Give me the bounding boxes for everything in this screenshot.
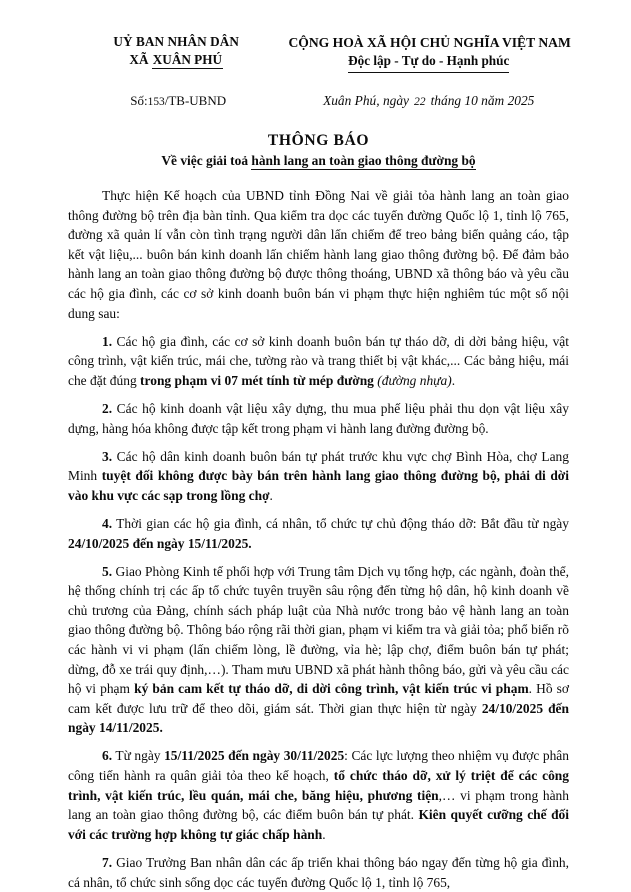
page-subtitle	[68, 152, 569, 170]
title-block	[68, 131, 569, 170]
item-1-number: 1.	[102, 333, 113, 349]
org-unit	[68, 51, 284, 68]
item-5-date-range: 24/10/2025 đến ngày 14/11/2025.	[68, 700, 569, 736]
issuing-authority-block	[68, 34, 288, 68]
date-day: 22	[413, 95, 426, 108]
document-number-value: 153	[147, 96, 165, 108]
document-number-suffix: /TB-UBND	[164, 93, 227, 108]
item-6-number: 6.	[102, 748, 113, 764]
org-unit-prefix: XÃ	[129, 51, 152, 67]
nation-name: CỘNG HOÀ XÃ HỘI CHỦ NGHĨA VIỆT NAM	[288, 35, 571, 50]
item-7-number: 7.	[102, 854, 113, 870]
item-4-date-range: 24/10/2025 đến ngày 15/11/2025.	[68, 535, 252, 551]
item-1-text-c: .	[451, 372, 456, 388]
paragraph-item-5	[68, 562, 569, 738]
item-6-text-d: .	[322, 826, 326, 842]
paragraph-item-3	[68, 447, 569, 506]
intro-text: Thực hiện Kế hoạch của UBND tỉnh Đồng Nai về giải tỏa hành lang an toàn giao thông đường bộ trên địa bàn tỉnh. Qua kiểm tra dọc các tuyến đường Quốc lộ 1, tỉnh lộ 765, đường xã quản lí vẫn còn tình trạng người dân lấn chiếm để treo bảng biển quảng cáo, tập kết vật liệu,... buôn bán kinh doanh lấn chiếm hành lang giao thông đường bộ. Để đảm bảo hành lang an toàn giao thông đường bộ được thông thoáng, UBND xã thông báo và yêu cầu các hộ gia đình, các cơ sở kinh doanh buôn bán vi phạm thực hiện nghiêm túc một số nội dung sau:	[68, 188, 569, 321]
item-5-number: 5.	[102, 563, 113, 579]
item-5-text-a: Giao Phòng Kinh tế phối hợp với Trung tâm Dịch vụ tổng hợp, các ngành, đoàn thể, hệ thống chính trị các ấp tổ chức tuyên truyền sâu rộng đến từng hộ dân, hộ kinh doanh về chủ trương của Đảng, chính sách pháp luật của Nhà nước trong bảo vệ hành lang an toàn giao thông đường bộ. Thông báo rộng rãi thời gian, phạm vi kiểm tra và giải tỏa; phổ biến rõ các hành vi vi phạm (lấn chiếm lòng, lề đường, vỉa hè; lập chợ, điểm buôn bán tự phát; dừng, đỗ xe trái quy định,…). Tham mưu UBND xã phát hành thông báo, gửi và yêu cầu các hộ vi phạm	[68, 563, 569, 697]
date-rest: tháng 10 năm 2025	[430, 93, 535, 108]
document-number	[68, 93, 288, 109]
paragraph-item-1	[68, 332, 569, 391]
item-6-text-a: Từ ngày	[112, 748, 165, 764]
page-subtitle-prefix: Về việc giải toả	[161, 153, 252, 168]
item-4-text: Thời gian các hộ gia đình, cá nhân, tổ chức tự chủ động tháo dỡ: Bắt đầu từ ngày	[112, 515, 569, 531]
item-3-text-b: .	[269, 487, 273, 503]
item-1-note: (đường nhựa)	[377, 372, 452, 388]
place-date-prefix: Xuân Phú, ngày	[323, 93, 409, 108]
paragraph-item-4	[68, 514, 569, 553]
item-3-number: 3.	[102, 448, 113, 464]
org-unit-name: XUÂN PHÚ	[152, 51, 223, 67]
item-4-number: 4.	[102, 515, 113, 531]
item-5-emphasis: ký bản cam kết tự tháo dỡ, di dời công trình, vật kiến trúc vi phạm	[134, 681, 529, 697]
paragraph-item-2	[68, 399, 569, 438]
document-header	[68, 34, 569, 73]
item-6-text-c: ,… vi phạm trong hành lang an toàn giao thông đường bộ, các điểm buôn bán tự phát.	[68, 787, 569, 823]
place-and-date	[288, 93, 569, 109]
item-1-emphasis: trong phạm vi 07 mét tính từ mép đường	[140, 372, 374, 388]
item-6-emphasis-b: Kiên quyết cưỡng chế đối với các trường hợp không tự giác chấp hành	[68, 807, 569, 842]
item-3-text-a: Các hộ dân kinh doanh buôn bán tự phát trước khu vực chợ Bình Hòa, chợ Lang Minh	[68, 448, 569, 484]
document-subheader	[68, 93, 569, 109]
page-subtitle-emphasis: hành lang an toàn giao thông đường bộ	[251, 153, 476, 168]
item-6-emphasis-a: tổ chức tháo dỡ, xử lý triệt để các công trình, vật kiến trúc, lều quán, mái che, băng hiệu, phương tiện	[68, 768, 570, 803]
item-5-text-b: . Hồ sơ cam kết được lưu trữ để theo dõi, giám sát. Thời gian thực hiện từ ngày	[68, 681, 569, 716]
org-name: UỶ BAN NHÂN DÂN	[113, 34, 240, 49]
document-number-label: Số:	[130, 93, 148, 108]
item-7-text: Giao Trưởng Ban nhân dân các ấp triển khai thông báo ngay đến từng hộ gia đình, cá nhân, tổ chức sinh sống dọc các tuyến đường Quốc lộ 1, tỉnh lộ 765,	[68, 854, 569, 890]
national-heading-block	[288, 34, 569, 73]
nation-motto: Độc lập - Tự do - Hạnh phúc	[348, 52, 509, 73]
document-body	[68, 186, 569, 892]
paragraph-item-6	[68, 746, 569, 844]
item-6-date-range: 15/11/2025 đến ngày 30/11/2025	[164, 748, 345, 764]
page-title: THÔNG BÁO	[267, 132, 370, 149]
item-2-text: Các hộ kinh doanh vật liệu xây dựng, thu mua phế liệu phải thu dọn vật liệu xây dựng, hàng hóa không được tập kết trong phạm vi hành lang đường đường bộ.	[68, 400, 569, 436]
paragraph-item-7	[68, 853, 569, 892]
item-2-number: 2.	[102, 400, 113, 416]
item-3-emphasis: tuyệt đối không được bày bán trên hành lang giao thông đường bộ, phải di dời vào khu vực các sạp trong lồng chợ	[68, 468, 569, 503]
paragraph-intro	[68, 186, 569, 323]
item-6-text-b: : Các lực lượng theo nhiệm vụ được phân công tiến hành ra quân giải tỏa theo kế hoạch,	[68, 748, 569, 784]
item-1-text-a: Các hộ gia đình, các cơ sở kinh doanh buôn bán tự tháo dỡ, di dời bảng hiệu, vật công trình, vật kiến trúc, mái che, tường rào và trang thiết bị vật khác,... Các bảng hiệu, mái che đặt đúng	[68, 333, 569, 388]
